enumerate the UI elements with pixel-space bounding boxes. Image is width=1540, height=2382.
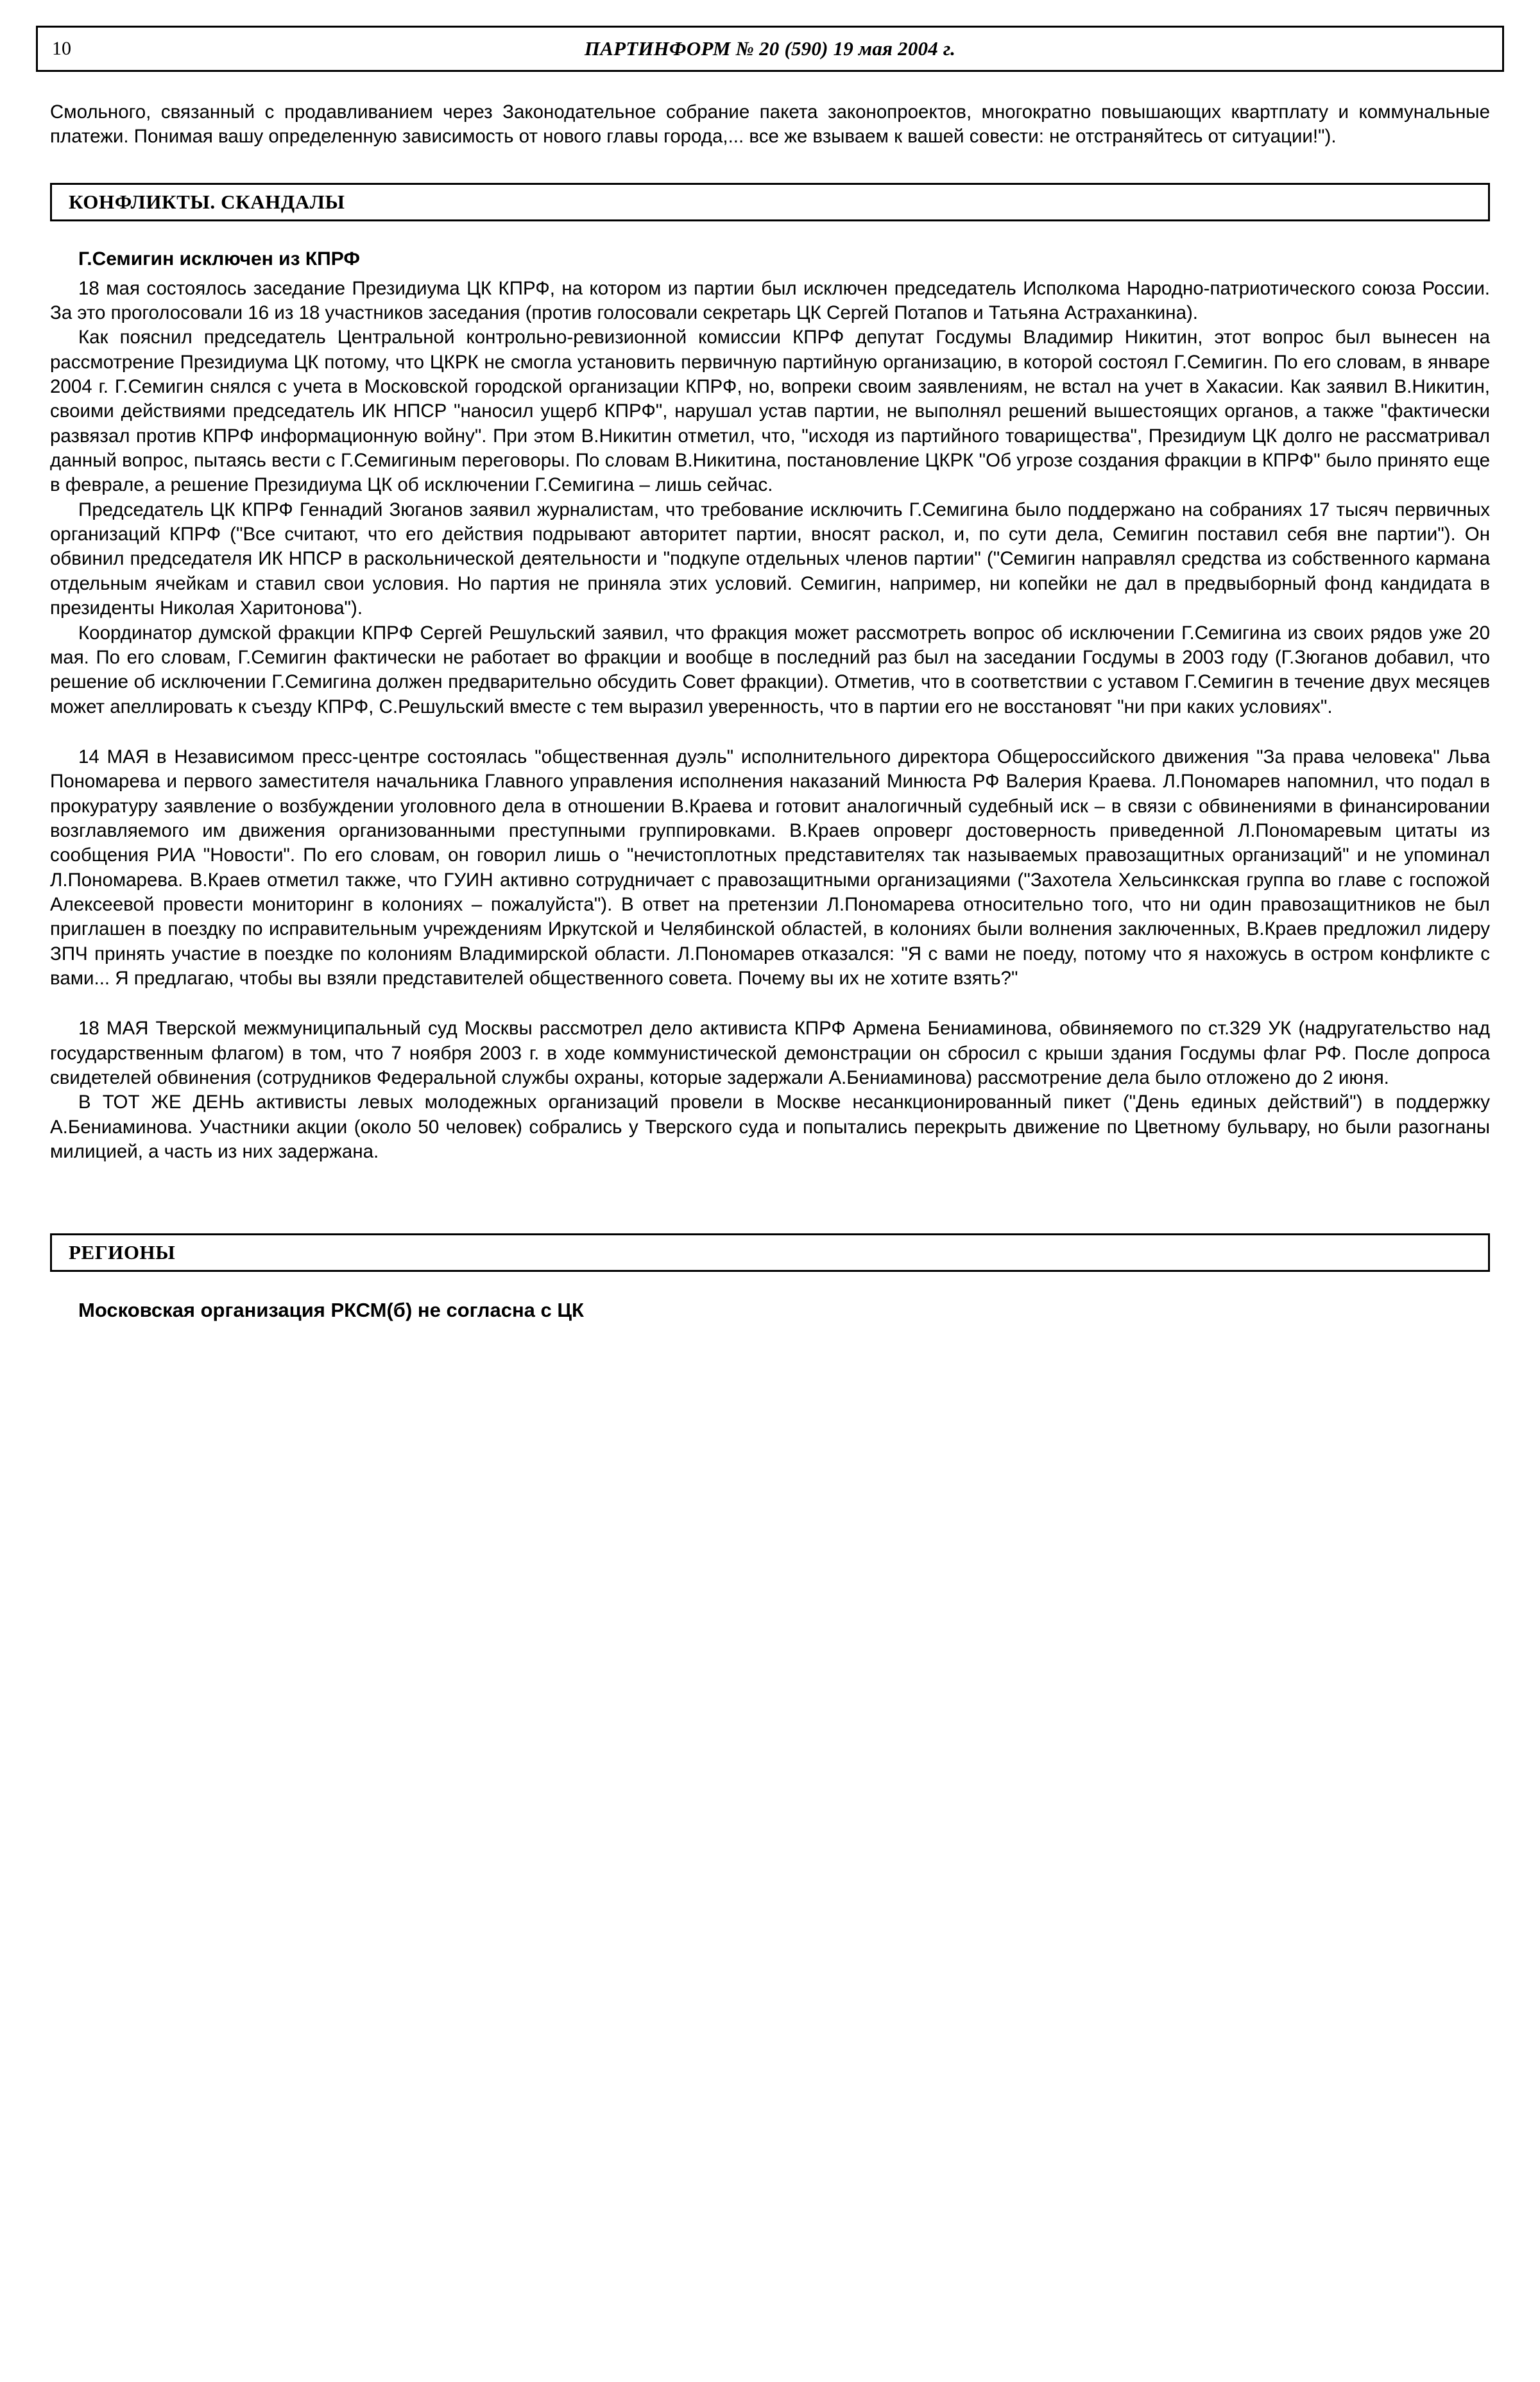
spacer [50, 719, 1490, 745]
page-header [36, 26, 1504, 72]
page-number: 10 [52, 38, 71, 59]
paragraph: Координатор думской фракции КПРФ Сергей Решульский заявил, что фракция может рассмотреть вопрос об исключении Г.Семигина из своих рядов уже 20 мая. По его словам, Г.Семигин фактически не работает во фракции и вообще в последний раз был на заседании Госдумы в 2003 году (Г.Зюганов добавил, что решение об исключении Г.Семигина должен предварительно обсудить Совет фракции). Отметив, что в соответствии с уставом Г.Семигин в течение двух месяцев может апеллировать к съезду КПРФ, С.Решульский вместе с тем выразил уверенность, что в партии его не восстановят "ни при каких условиях". [50, 622, 1490, 717]
paragraph: Как пояснил председатель Центральной контрольно-ревизионной комиссии КПРФ депутат Госдумы Владимир Никитин, этот вопрос был вынесен на рассмотрение Президиума ЦК потому, что ЦКРК не смогла установить первичную партийную организацию, в которой состоял Г.Семигин. По его словам, в январе 2004 г. Г.Семигин снялся с учета в Московской городской организации КПРФ, но, вопреки своим заявлениям, не встал на учет в Хакасии. Как заявил В.Никитин, своими действиями председатель ИК НПСР "наносил ущерб КПРФ", нарушал устав партии, не выполнял решений вышестоящих органов, а также "фактически развязал против КПРФ информационную войну". При этом В.Никитин отметил, что, "исходя из партийного товарищества", Президиум ЦК долго не рассматривал данный вопрос, пытаясь вести с Г.Семигиным переговоры. По словам В.Никитина, постановление ЦКРК "Об угрозе создания фракции в КПРФ" было принято еще в феврале, а решение Президиума ЦК об исключении Г.Семигина – лишь сейчас. [50, 327, 1490, 496]
section-label: РЕГИОНЫ [69, 1241, 176, 1264]
spacer [50, 1164, 1490, 1200]
article-title-rksm: Московская организация РКСМ(б) не согласна с ЦК [78, 1299, 584, 1322]
paragraph: Председатель ЦК КПРФ Геннадий Зюганов заявил журналистам, что требование исключить Г.Семигина было поддержано на собраниях 17 тысяч первичных организаций КПРФ ("Все считают, что его действия подрывают авторитет партии, вносят раскол, и, по сути дела, Семигин поставил себя вне партии"). Он обвинил председателя ИК НПСР в раскольнической деятельности и "подкупе отдельных членов партии" ("Семигин направлял средства из собственного кармана отдельным ячейкам и ставил свои условия. Но партия не приняла этих условий. Семигин, например, ни копейки не дал в предвыборный фонд кандидата в президенты Николая Харитонова"). [50, 499, 1490, 619]
section-label: КОНФЛИКТЫ. СКАНДАЛЫ [69, 190, 345, 213]
lead-paragraph-block [50, 100, 1490, 150]
paragraph: В ТОТ ЖЕ ДЕНЬ активисты левых молодежных организаций провели в Москве несанкционированный пикет ("День единых действий") в поддержку А.Бениаминова. Участники акции (около 50 человек) собрались у Тверского суда и попытались перекрыть движение по Цветному бульвару, но были разогнаны милицией, а часть из них задержана. [50, 1092, 1490, 1163]
paragraph: 18 МАЯ Тверской межмуниципальный суд Москвы рассмотрел дело активиста КПРФ Армена Бениаминова, обвиняемого по ст.329 УК (надругательство над государственным флагом) в том, что 7 ноября 2003 г. в ходе коммунистической демонстрации он сбросил с крыши здания Госдумы флаг РФ. После допроса свидетелей обвинения (сотрудников Федеральной службы охраны, которые задержали А.Бениаминова) рассмотрение дела было отложено до 2 июня. [50, 1018, 1490, 1088]
paragraph: 18 мая состоялось заседание Президиума ЦК КПРФ, на котором из партии был исключен председатель Исполкома Народно-патриотического союза России. За это проголосовали 16 из 18 участников заседания (против голосовали секретарь ЦК Сергей Потапов и Татьяна Астраханкина). [50, 277, 1490, 324]
section-header-conflicts [50, 183, 1490, 221]
spacer [50, 991, 1490, 1016]
section-header-regions [50, 1233, 1490, 1272]
paragraph: 14 МАЯ в Независимом пресс-центре состоялась "общественная дуэль" исполнительного директора Общероссийского движения "За права человека" Льва Пономарева и первого заместителя начальника Главного управления исполнения наказаний Минюста РФ Валерия Краева. Л.Пономарев напомнил, что подал в прокуратуру заявление о возбуждении уголовного дела в отношении В.Краева и готовит аналогичный судебный иск – в связи с обвинениями в финансировании возглавляемого им движения организованными преступными группировками. В.Краев опроверг достоверность приведенной Л.Пономаревым цитаты из сообщения РИА "Новости". По его словам, он говорил лишь о "нечистоплотных представителях так называемых правозащитных организаций" и не упоминал Л.Пономарева. В.Краев отметил также, что ГУИН активно сотрудничает с правозащитными организациями ("Захотела Хельсинкская группа во главе с госпожой Алексеевой провести мониторинг в колониях – пожалуйста"). В ответ на претензии Л.Пономарева относительно того, что ни один правозащитников не был приглашен в поездку по исправительным учреждениям Иркутской и Челябинской областей, в колониях были волнения заключенных, В.Краев предложил лидеру ЗПЧ принять участие в поездке по колониям Владимирской области. Л.Пономарев отказался: "Я с вами не поеду, потому что я нахожусь в остром конфликте с вами... Я предлагаю, чтобы вы взяли представителей общественного совета. Почему вы их не хотите взять?" [50, 746, 1490, 989]
masthead-title: ПАРТИНФОРМ № 20 (590) 19 мая 2004 г. [584, 37, 956, 60]
paragraph: Смольного, связанный с продавливанием через Законодательное собрание пакета законопроектов, многократно повышающих квартплату и коммунальные платежи. Понимая вашу определенную зависимость от нового главы города,... все же взываем к вашей совести: не отстраняйтесь от ситуации!"). [50, 101, 1490, 148]
article-title-semigin: Г.Семигин исключен из КПРФ [78, 248, 360, 270]
document-body [36, 100, 1504, 1322]
